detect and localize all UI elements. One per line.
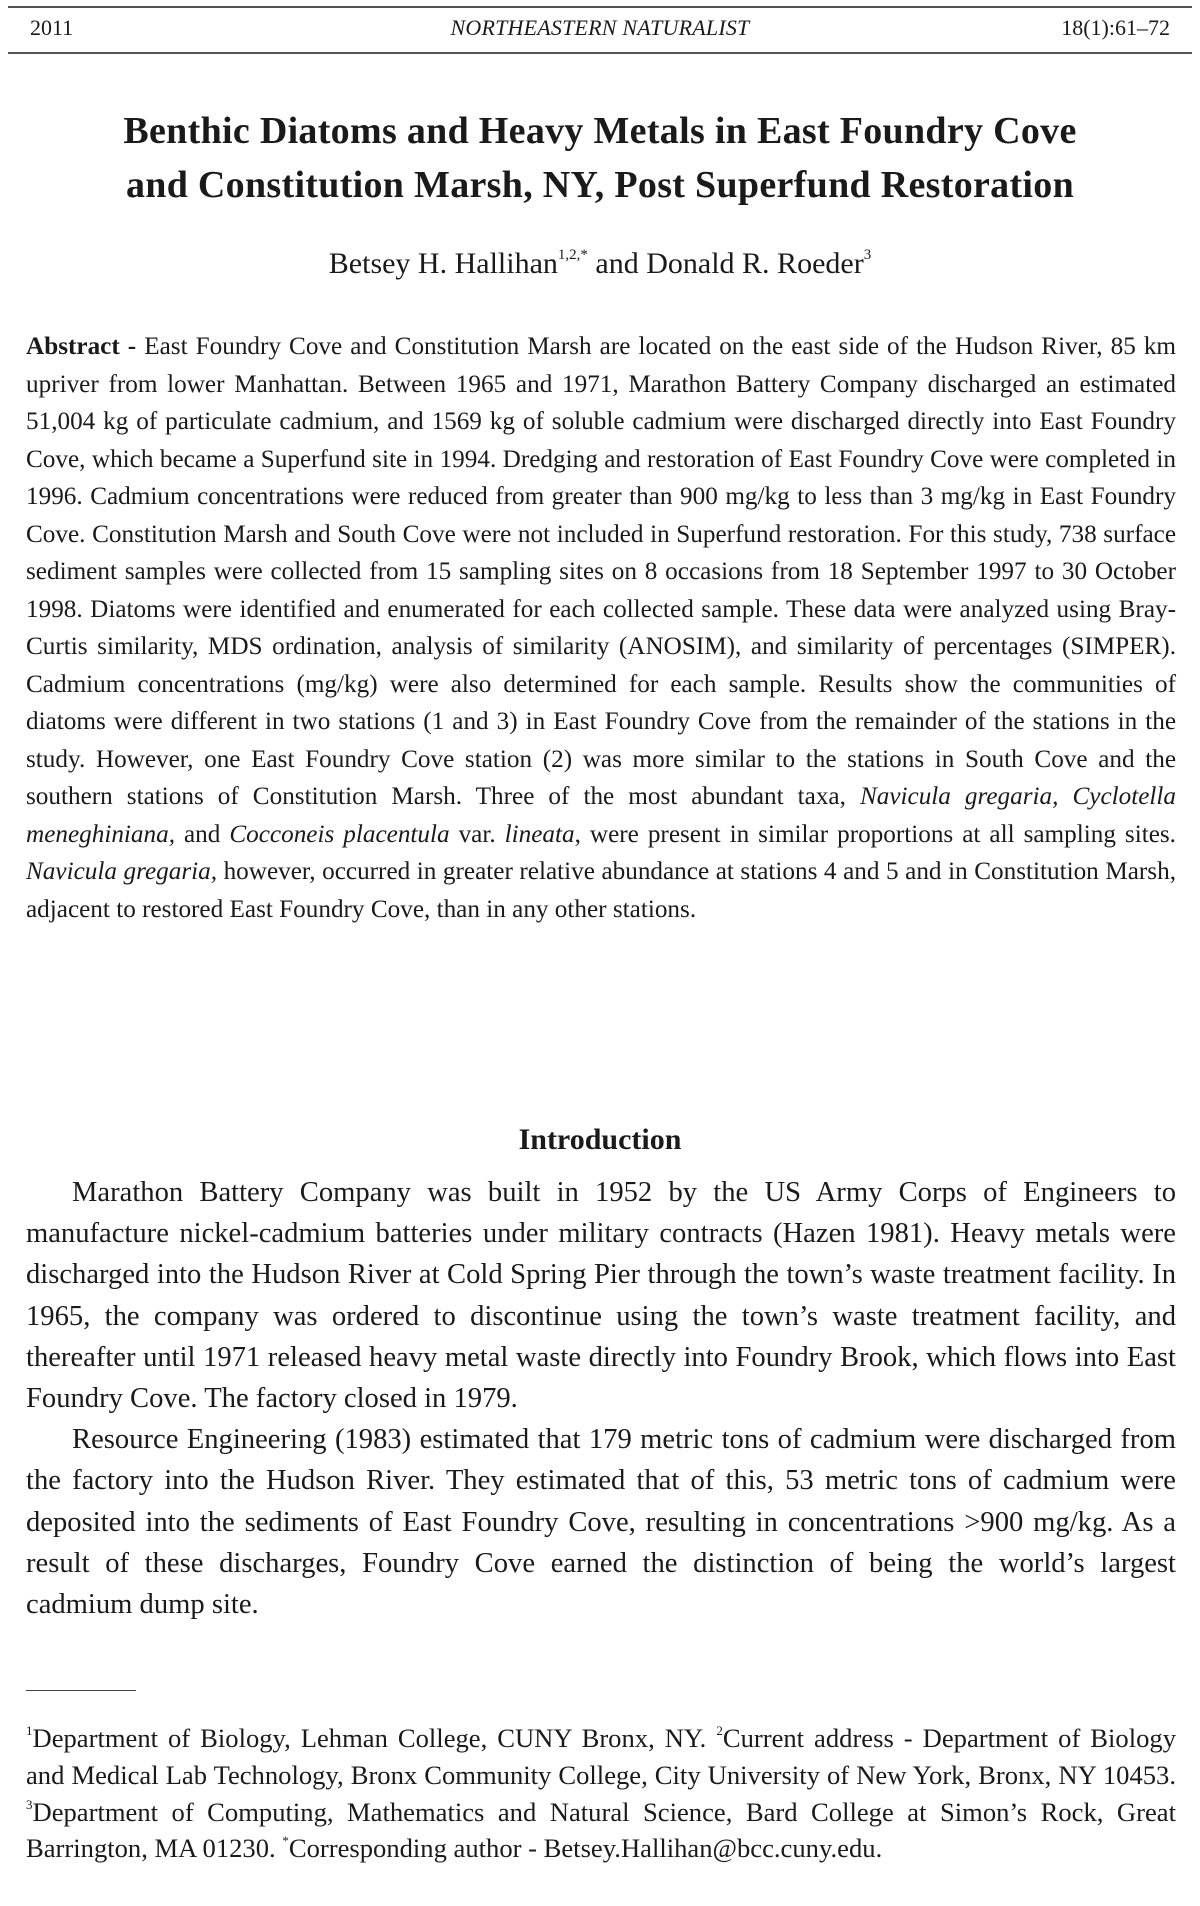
taxon-name: Navicula gregaria, <box>26 858 218 885</box>
footnote-end: . <box>875 1833 883 1864</box>
header-journal-name: NORTHEASTERN NATURALIST <box>450 15 750 40</box>
abstract-separator: - <box>119 333 145 360</box>
footnote-text: Current address - Department of Biology and Medical Lab Technology, Bronx Community College, City University of New York, Bronx, NY 10453. <box>26 1723 1176 1790</box>
author-affiliation-marks: 1,2,* <box>557 247 588 263</box>
title-line-1: Benthic Diatoms and Heavy Metals in East Foundry Cove <box>123 110 1077 152</box>
title-line-2: and Constitution Marsh, NY, Post Superfund Restoration <box>125 164 1075 206</box>
taxon-name: Navicula gregaria, Cyclotella meneghiniana, <box>26 783 1176 848</box>
footnote-mark: * <box>282 1833 289 1849</box>
running-head <box>30 10 1170 46</box>
footnote-separator <box>26 1690 136 1691</box>
paragraph: Marathon Battery Company was built in 1952 by the US Army Corps of Engineers to manufacture nickel-cadmium batteries under military contracts (Hazen 1981). Heavy metals were discharged into the Hudson River at Cold Spring Pier through the town’s waste treatment facility. In 1965, the company was ordered to discontinue using the town’s waste treatment facility, and thereafter until 1971 released heavy metal waste directly into Foundry Brook, which flows into East Foundry Cove. The factory closed in 1979. <box>26 1177 1176 1415</box>
header-bottom-rule <box>8 52 1192 54</box>
footnote-text: Department of Biology, Lehman College, CUNY Bronx, NY. <box>32 1723 717 1753</box>
introduction-body <box>26 1172 1176 1625</box>
footnote-text: Department of Computing, Mathematics and Natural Science, Bard College at Simon’s Rock, Great Barrington, MA 01230. <box>26 1796 1176 1864</box>
abstract-text: however, occurred in greater relative abundance at stations 4 and 5 and in Constitution Marsh, adjacent to restored East Foundry Cove, than in any other stations. <box>26 858 1176 923</box>
abstract-text: and <box>175 820 230 848</box>
abstract-text: , were present in similar proportions at all sampling sites. <box>574 820 1176 848</box>
section-heading-introduction: Introduction <box>518 1123 682 1156</box>
header-volume-pages: 18(1):61–72 <box>1061 15 1170 40</box>
author-joiner: and <box>587 247 647 280</box>
article-title <box>20 104 1180 212</box>
paragraph: Resource Engineering (1983) estimated that 179 metric tons of cadmium were discharged from the factory into the Hudson River. They estimated that of this, 53 metric tons of cadmium were deposited into the sediments of East Foundry Cove, resulting in concentrations >900 mg/kg. As a result of these discharges, Foundry Cove earned the distinction of being the world’s largest cadmium dump site. <box>26 1424 1176 1621</box>
abstract <box>26 328 1176 928</box>
author-name: Betsey H. Hallihan <box>328 247 558 280</box>
footnote-text: Corresponding author - <box>288 1833 544 1864</box>
abstract-label: Abstract <box>26 333 120 360</box>
author-list <box>0 246 1200 282</box>
taxon-name: Cocconeis placentula <box>229 820 450 848</box>
abstract-text: East Foundry Cove and Constitution Marsh are located on the east side of the Hudson River, 85 km upriver from lower Manhattan. Between 1965 and 1971, Marathon Battery Company discharged an estimated 51,004 kg of particulate cadmium, and 1569 kg of soluble cadmium were discharged directly into East Foundry Cove, which became a Superfund site in 1994. Dredging and restoration of East Foundry Cove were completed in 1996. Cadmium concentrations were reduced from greater than 900 mg/kg to less than 3 mg/kg in East Foundry Cove. Constitution Marsh and South Cove were not included in Superfund restoration. For this study, 738 surface sediment samples were collected from 15 sampling sites on 8 occasions from 18 September 1997 to 30 October 1998. Diatoms were identified and enumerated for each collected sample. These data were analyzed using Bray-Curtis similarity, MDS ordination, analysis of similarity (ANOSIM), and similarity of percentages (SIMPER). Cadmium concentrations (mg/kg) were also determined for each sample. Results show the communities of diatoms were different in two stations (1 and 3) in East Foundry Cove from the remainder of the stations in the study. However, one East Foundry Cove station (2) was more similar to the stations in South Cove and the southern stations of Constitution Marsh. Three of the most abundant taxa, <box>26 333 1177 810</box>
footnote-mark: 2 <box>716 1723 723 1738</box>
footnotes <box>26 1720 1176 1867</box>
corresponding-author-email[interactable]: Betsey.Hallihan@bcc.cuny.edu <box>543 1833 876 1864</box>
abstract-text: var. <box>449 820 505 848</box>
footnote-mark: 1 <box>26 1723 33 1738</box>
author-affiliation-marks: 3 <box>863 247 872 263</box>
top-rule <box>8 6 1192 8</box>
footnote-mark: 3 <box>26 1796 33 1812</box>
taxon-name: lineata <box>504 820 575 848</box>
author-name: Donald R. Roeder <box>646 247 864 280</box>
header-year: 2011 <box>30 15 74 40</box>
